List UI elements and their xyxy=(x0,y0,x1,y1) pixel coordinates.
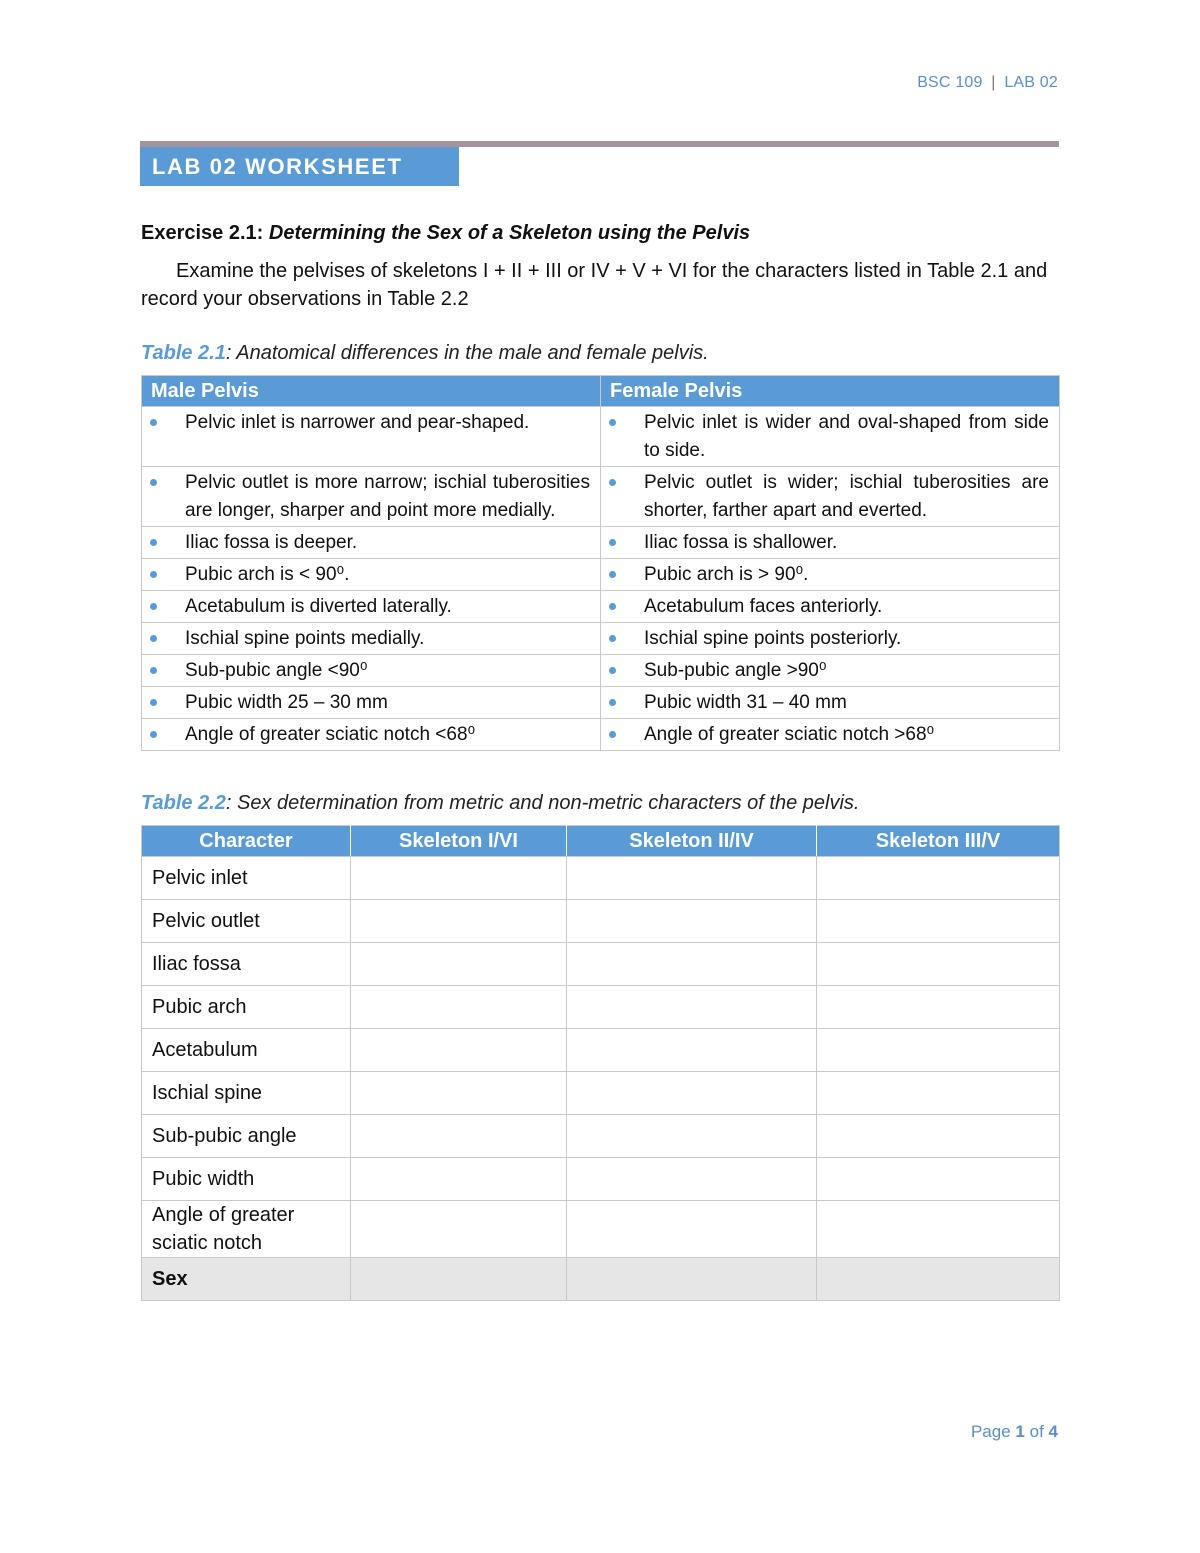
table2-caption-text: : Sex determination from metric and non-metric characters of the pelvis. xyxy=(225,792,860,814)
table1-label: Table 2.1 xyxy=(141,342,226,364)
header-separator: | xyxy=(991,74,996,91)
skeleton-entry-cell[interactable] xyxy=(567,1258,817,1301)
list-item xyxy=(601,409,1049,465)
male-trait-cell xyxy=(142,623,601,655)
table-row xyxy=(142,559,1060,591)
skeleton-entry-cell[interactable] xyxy=(351,857,567,900)
bullet-icon xyxy=(142,689,185,717)
header-skeleton-3-5: Skeleton III/V xyxy=(817,826,1060,857)
male-trait-cell xyxy=(142,467,601,527)
skeleton-entry-cell[interactable] xyxy=(817,857,1060,900)
pelvis-differences-table xyxy=(141,375,1060,751)
character-cell: Pelvic inlet xyxy=(142,857,351,900)
bullet-icon xyxy=(142,561,185,589)
bullet-icon xyxy=(142,721,185,749)
female-trait-cell xyxy=(601,527,1060,559)
bullet-icon xyxy=(601,689,644,717)
of-word: of xyxy=(1029,1422,1044,1441)
page-footer xyxy=(971,1422,1058,1442)
male-trait-cell xyxy=(142,407,601,467)
list-item xyxy=(142,721,590,749)
total-pages: 4 xyxy=(1048,1422,1058,1441)
skeleton-entry-cell[interactable] xyxy=(817,1029,1060,1072)
female-trait-cell xyxy=(601,591,1060,623)
list-item xyxy=(142,469,590,525)
bullet-icon xyxy=(601,657,644,685)
skeleton-entry-cell[interactable] xyxy=(817,1201,1060,1258)
skeleton-entry-cell[interactable] xyxy=(351,900,567,943)
male-trait-cell xyxy=(142,655,601,687)
skeleton-entry-cell[interactable] xyxy=(567,1115,817,1158)
bullet-icon xyxy=(142,469,185,525)
list-item xyxy=(142,529,590,557)
character-cell: Iliac fossa xyxy=(142,943,351,986)
sex-result-row xyxy=(142,1258,1060,1301)
header-skeleton-2-4: Skeleton II/IV xyxy=(567,826,817,857)
male-trait-cell xyxy=(142,591,601,623)
table-row xyxy=(142,719,1060,751)
list-item xyxy=(601,689,1049,717)
trait-text: Pubic width 25 – 30 mm xyxy=(185,692,388,713)
female-trait-cell xyxy=(601,687,1060,719)
trait-text: Pelvic inlet is wider and oval-shaped from side to side. xyxy=(644,412,1049,461)
list-item xyxy=(601,657,1049,685)
table-row xyxy=(142,1158,1060,1201)
skeleton-entry-cell[interactable] xyxy=(817,900,1060,943)
skeleton-entry-cell[interactable] xyxy=(351,1158,567,1201)
trait-text: Pubic width 31 – 40 mm xyxy=(644,692,847,713)
character-cell: Angle of greater sciatic notch xyxy=(142,1201,351,1258)
table-row xyxy=(142,655,1060,687)
trait-text: Acetabulum faces anteriorly. xyxy=(644,596,883,617)
skeleton-entry-cell[interactable] xyxy=(817,1258,1060,1301)
skeleton-entry-cell[interactable] xyxy=(567,1201,817,1258)
course-code: BSC 109 xyxy=(917,74,983,91)
character-cell: Sex xyxy=(142,1258,351,1301)
table-row xyxy=(142,943,1060,986)
exercise-instructions xyxy=(141,257,1061,313)
table-row xyxy=(142,1072,1060,1115)
skeleton-entry-cell[interactable] xyxy=(351,1029,567,1072)
header-female-pelvis: Female Pelvis xyxy=(601,376,1060,407)
bullet-icon xyxy=(601,409,644,465)
bullet-icon xyxy=(142,409,185,437)
skeleton-entry-cell[interactable] xyxy=(817,1158,1060,1201)
list-item xyxy=(601,625,1049,653)
list-item xyxy=(601,721,1049,749)
male-trait-cell xyxy=(142,687,601,719)
lab-number: LAB 02 xyxy=(1004,74,1058,91)
bullet-icon xyxy=(601,529,644,557)
bullet-icon xyxy=(601,469,644,525)
table-row xyxy=(142,527,1060,559)
skeleton-entry-cell[interactable] xyxy=(567,986,817,1029)
trait-text: Pubic arch is < 90⁰. xyxy=(185,564,350,585)
running-header xyxy=(917,74,1058,92)
table-row xyxy=(142,687,1060,719)
female-trait-cell xyxy=(601,559,1060,591)
list-item xyxy=(142,657,590,685)
skeleton-entry-cell[interactable] xyxy=(567,943,817,986)
table-row xyxy=(142,986,1060,1029)
table-row xyxy=(142,1115,1060,1158)
trait-text: Acetabulum is diverted laterally. xyxy=(185,596,452,617)
character-cell: Pelvic outlet xyxy=(142,900,351,943)
table-row xyxy=(142,591,1060,623)
character-cell: Pubic width xyxy=(142,1158,351,1201)
trait-text: Pelvic outlet is more narrow; ischial tuberosities are longer, sharper and point more medially. xyxy=(185,472,590,521)
male-trait-cell xyxy=(142,559,601,591)
header-skeleton-1-6: Skeleton I/VI xyxy=(351,826,567,857)
character-cell: Pubic arch xyxy=(142,986,351,1029)
list-item xyxy=(142,409,590,437)
skeleton-entry-cell[interactable] xyxy=(567,857,817,900)
list-item xyxy=(601,561,1049,589)
list-item xyxy=(601,469,1049,525)
female-trait-cell xyxy=(601,719,1060,751)
skeleton-entry-cell[interactable] xyxy=(351,1115,567,1158)
table-row xyxy=(142,1029,1060,1072)
female-trait-cell xyxy=(601,467,1060,527)
bullet-icon xyxy=(142,625,185,653)
table2-label: Table 2.2 xyxy=(141,792,226,814)
exercise-number: Exercise 2.1: xyxy=(141,222,264,244)
table1-caption-text: : Anatomical differences in the male and female pelvis. xyxy=(225,342,709,364)
trait-text: Angle of greater sciatic notch <68⁰ xyxy=(185,724,476,745)
trait-text: Angle of greater sciatic notch >68⁰ xyxy=(644,724,935,745)
header-character: Character xyxy=(142,826,351,857)
worksheet-title: LAB 02 WORKSHEET xyxy=(140,147,459,186)
skeleton-entry-cell[interactable] xyxy=(567,1158,817,1201)
instructions-text: Examine the pelvises of skeletons I + II + III or IV + V + VI for the characters listed in Table 2.1 and record your observations in Table 2.2 xyxy=(141,260,1048,310)
trait-text: Ischial spine points medially. xyxy=(185,628,425,649)
female-trait-cell xyxy=(601,655,1060,687)
bullet-icon xyxy=(601,721,644,749)
trait-text: Pelvic inlet is narrower and pear-shaped. xyxy=(185,412,530,433)
character-cell: Sub-pubic angle xyxy=(142,1115,351,1158)
skeleton-entry-cell[interactable] xyxy=(567,900,817,943)
page-number: 1 xyxy=(1015,1422,1025,1441)
list-item xyxy=(142,593,590,621)
header-male-pelvis: Male Pelvis xyxy=(142,376,601,407)
skeleton-entry-cell[interactable] xyxy=(817,986,1060,1029)
female-trait-cell xyxy=(601,407,1060,467)
skeleton-entry-cell[interactable] xyxy=(817,1115,1060,1158)
trait-text: Ischial spine points posteriorly. xyxy=(644,628,902,649)
bullet-icon xyxy=(601,561,644,589)
skeleton-entry-cell[interactable] xyxy=(351,1201,567,1258)
sex-determination-table xyxy=(141,825,1060,1301)
list-item xyxy=(601,529,1049,557)
list-item xyxy=(142,561,590,589)
table-row xyxy=(142,623,1060,655)
bullet-icon xyxy=(601,625,644,653)
bullet-icon xyxy=(142,529,185,557)
skeleton-entry-cell[interactable] xyxy=(351,1072,567,1115)
trait-text: Pubic arch is > 90⁰. xyxy=(644,564,809,585)
skeleton-entry-cell[interactable] xyxy=(351,943,567,986)
skeleton-entry-cell[interactable] xyxy=(817,1072,1060,1115)
character-cell: Ischial spine xyxy=(142,1072,351,1115)
skeleton-entry-cell[interactable] xyxy=(567,1029,817,1072)
male-trait-cell xyxy=(142,527,601,559)
table-row xyxy=(142,467,1060,527)
table2-caption xyxy=(141,792,859,815)
table1-caption xyxy=(141,342,709,365)
skeleton-entry-cell[interactable] xyxy=(567,1072,817,1115)
list-item xyxy=(142,625,590,653)
table-row xyxy=(142,1201,1060,1258)
bullet-icon xyxy=(142,657,185,685)
page-word: Page xyxy=(970,1422,1011,1441)
skeleton-entry-cell[interactable] xyxy=(351,986,567,1029)
trait-text: Sub-pubic angle <90⁰ xyxy=(185,660,368,681)
table-row xyxy=(142,407,1060,467)
list-item xyxy=(601,593,1049,621)
table-row xyxy=(142,857,1060,900)
bullet-icon xyxy=(142,593,185,621)
skeleton-entry-cell[interactable] xyxy=(817,943,1060,986)
list-item xyxy=(142,689,590,717)
exercise-heading xyxy=(141,222,750,245)
male-trait-cell xyxy=(142,719,601,751)
trait-text: Iliac fossa is deeper. xyxy=(185,532,358,553)
character-cell: Acetabulum xyxy=(142,1029,351,1072)
exercise-name: Determining the Sex of a Skeleton using the Pelvis xyxy=(268,222,751,244)
female-trait-cell xyxy=(601,623,1060,655)
trait-text: Pelvic outlet is wider; ischial tuberosities are shorter, farther apart and everted. xyxy=(644,472,1049,521)
trait-text: Sub-pubic angle >90⁰ xyxy=(644,660,827,681)
bullet-icon xyxy=(601,593,644,621)
skeleton-entry-cell[interactable] xyxy=(351,1258,567,1301)
table-row xyxy=(142,900,1060,943)
trait-text: Iliac fossa is shallower. xyxy=(644,532,838,553)
